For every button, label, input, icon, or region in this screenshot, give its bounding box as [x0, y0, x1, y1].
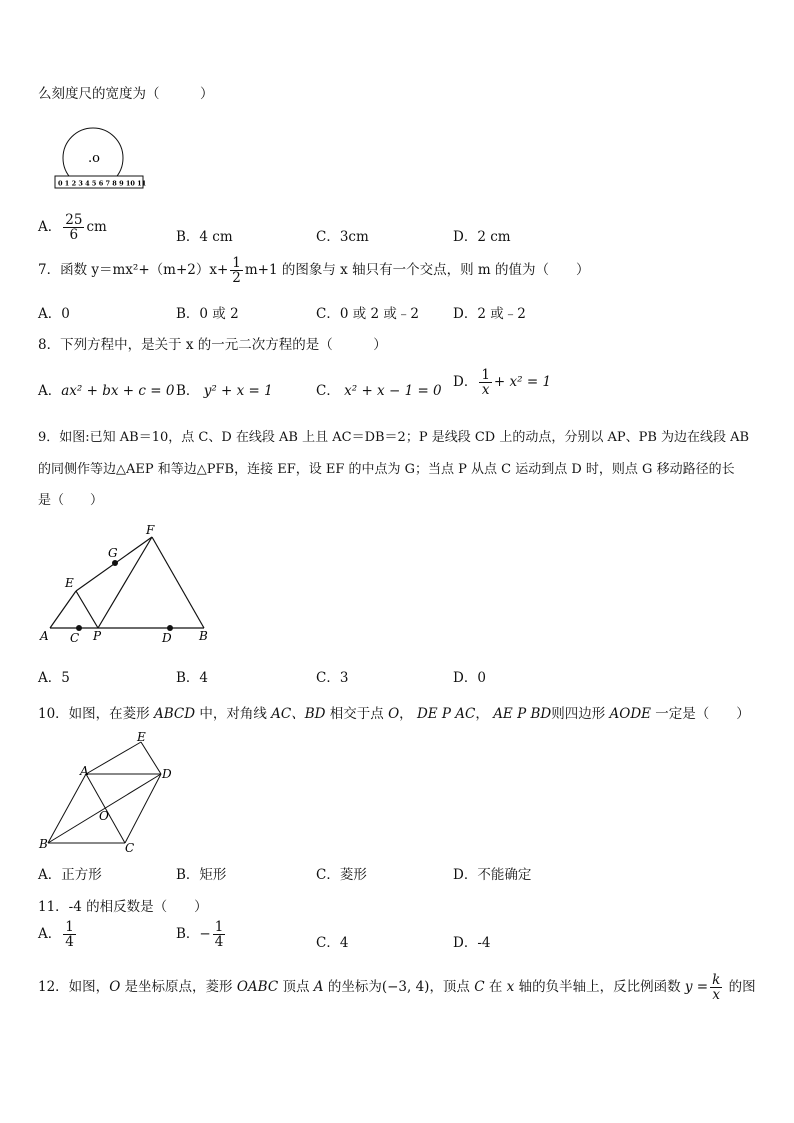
- q6-option-a: A． $\frac{25}{6}$ cm: [38, 212, 107, 244]
- q10-label-o: O: [99, 809, 109, 823]
- q7-option-c: C．0 或 2 或﹣2: [316, 306, 419, 322]
- q10-option-d: D．不能确定: [453, 867, 532, 883]
- q9-label-d: D: [162, 631, 172, 645]
- q10-option-c: C．菱形: [316, 867, 367, 883]
- q6-option-d: D．2 cm: [453, 229, 511, 245]
- q10-label-b: B: [39, 837, 48, 851]
- q6-option-b: B．4 cm: [176, 229, 233, 245]
- q11-option-d: D．-4: [453, 935, 491, 951]
- q9-option-d: D．0: [453, 670, 486, 686]
- q7-stem: 7．函数 y＝mx²+（m+2）x+ $\frac{1}{2}$ m+1 的图象与 x 轴只有一个交点，则 m 的值为（ ）: [38, 255, 590, 287]
- q10-option-b: B．矩形: [176, 867, 227, 883]
- q6-ruler-marks: 0 1 2 3 4 5 6 7 8 9 10 11: [58, 179, 147, 188]
- q9-label-f: F: [146, 523, 155, 537]
- q8-option-b: B． y² + x = 1: [176, 383, 273, 399]
- q9-point-g: [112, 560, 118, 566]
- q9-stem-line1: 9．如图:已知 AB＝10，点 C、D 在线段 AB 上且 AC＝DB＝2；P 是线段 CD 上的动点，分别以 AP、PB 为边在线段 AB: [38, 430, 750, 445]
- q12-stem: 12．如图，O 是坐标原点，菱形 OABC 顶点 A 的坐标为(−3, 4)，顶点 C 在 x 轴的负半轴上，反比例函数 y = $\frac{k}{x}$ 的图: [38, 972, 756, 1004]
- q11-option-b: B．− $\frac{1}{4}$: [176, 919, 224, 951]
- q9-option-a: A．5: [38, 670, 70, 686]
- q10-label-a: A: [80, 764, 89, 778]
- q8-option-d: D． $\frac{1}{x}$ + x² = 1: [453, 367, 552, 399]
- q7-option-b: B．0 或 2: [176, 306, 239, 322]
- q10-label-c: C: [125, 841, 135, 854]
- q6-ruler-figure: [52, 126, 152, 192]
- q9-stem-line3: 是（ ）: [38, 493, 104, 508]
- q9-label-g: G: [108, 546, 118, 560]
- q8-stem: 8．下列方程中，是关于 x 的一元二次方程的是（ ）: [38, 337, 387, 353]
- q9-label-p: P: [93, 629, 102, 643]
- q11-option-c: C．4: [316, 935, 349, 951]
- q9-label-b: B: [199, 629, 208, 643]
- q6-option-c: C．3cm: [316, 229, 369, 245]
- q9-label-e: E: [65, 576, 74, 590]
- q10-figure: [36, 730, 176, 854]
- q6-center-label: .o: [88, 151, 100, 166]
- q9-label-c: C: [70, 631, 80, 645]
- q10-label-e: E: [137, 730, 146, 744]
- q8-option-c: C． x² + x − 1 = 0: [316, 383, 442, 399]
- q6-stem-tail: 么刻度尺的宽度为（ ）: [38, 86, 214, 102]
- q9-figure: [36, 523, 216, 648]
- q7-option-d: D．2 或﹣2: [453, 306, 526, 322]
- q7-option-a: A．0: [38, 306, 70, 322]
- q9-option-b: B．4: [176, 670, 209, 686]
- q10-label-d: D: [162, 767, 172, 781]
- q8-option-a: A．ax² + bx + c = 0: [38, 383, 175, 399]
- q11-stem: 11．-4 的相反数是（ ）: [38, 899, 208, 915]
- q11-option-a: A． $\frac{1}{4}$: [38, 919, 74, 951]
- q10-option-a: A．正方形: [38, 867, 102, 883]
- q9-label-a: A: [40, 629, 49, 643]
- q10-stem: 10．如图，在菱形 ABCD 中，对角线 AC、BD 相交于点 O， DE P AC， AE P BD则四边形 AODE 一定是（ ）: [38, 706, 750, 722]
- q9-stem-line2: 的同侧作等边△AEP 和等边△PFB，连接 EF，设 EF 的中点为 G；当点 P 从点 C 运动到点 D 时，则点 G 移动路径的长: [38, 462, 735, 477]
- q9-option-c: C．3: [316, 670, 349, 686]
